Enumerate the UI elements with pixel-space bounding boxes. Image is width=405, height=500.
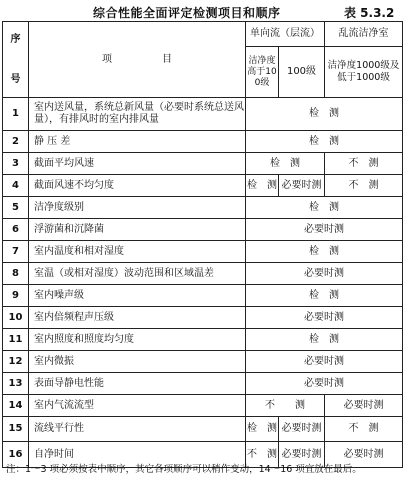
row-item: 静 压 差 — [29, 131, 246, 153]
row-item: 室内微振 — [29, 351, 246, 373]
row-number: 8 — [3, 263, 29, 285]
row-number: 11 — [3, 329, 29, 351]
row-number: 5 — [3, 197, 29, 219]
row-item: 室内倍频程声压级 — [29, 307, 246, 329]
row-result: 必要时测 — [325, 442, 403, 468]
row-result: 必要时测 — [279, 442, 325, 468]
row-result: 必要时测 — [246, 263, 403, 285]
header-item: 项 目 — [29, 22, 246, 98]
row-number: 10 — [3, 307, 29, 329]
table-note: 注：1～3 项必须按表中顺序，其它各项顺序可以稍作变动，14～16 项宜放在最后。 — [6, 464, 362, 475]
row-item: 截面平均风速 — [29, 153, 246, 175]
row-number: 9 — [3, 285, 29, 307]
row-result: 不 测 — [325, 175, 403, 197]
row-result: 必要时测 — [325, 395, 403, 417]
row-number: 15 — [3, 417, 29, 442]
header-seq: 序 号 — [3, 22, 29, 98]
row-number: 6 — [3, 219, 29, 241]
row-result: 检 测 — [246, 241, 403, 263]
row-result: 检 测 — [246, 98, 403, 131]
row-result: 不 测 — [246, 442, 279, 468]
inspection-table — [2, 21, 403, 468]
row-item: 表面导静电性能 — [29, 373, 246, 395]
row-item: 室内送风量，系统总新风量（必要时系统总送风量），有排风时的室内排风量 — [29, 98, 246, 131]
row-item: 室温（或相对湿度）波动范围和区域温差 — [29, 263, 246, 285]
table-number: 表 5.3.2 — [344, 6, 395, 20]
row-result: 检 测 — [246, 285, 403, 307]
row-result: 必要时测 — [279, 417, 325, 442]
row-number: 12 — [3, 351, 29, 373]
row-result: 检 测 — [246, 417, 279, 442]
row-number: 7 — [3, 241, 29, 263]
row-result: 必要时测 — [246, 351, 403, 373]
row-result: 检 测 — [246, 329, 403, 351]
row-item: 自净时间 — [29, 442, 246, 468]
row-result: 必要时测 — [246, 373, 403, 395]
row-item: 浮游菌和沉降菌 — [29, 219, 246, 241]
row-result: 必要时测 — [246, 307, 403, 329]
row-result: 检 测 — [246, 153, 325, 175]
row-item: 室内气流流型 — [29, 395, 246, 417]
row-number: 4 — [3, 175, 29, 197]
row-result: 必要时测 — [279, 175, 325, 197]
header-class-high: 洁净度高于100级 — [246, 47, 279, 98]
row-item: 流线平行性 — [29, 417, 246, 442]
header-unidirectional: 单向流（层流） — [246, 22, 325, 47]
row-number: 3 — [3, 153, 29, 175]
row-result: 检 测 — [246, 131, 403, 153]
row-result: 检 测 — [246, 175, 279, 197]
row-number: 14 — [3, 395, 29, 417]
row-item: 室内照度和照度均匀度 — [29, 329, 246, 351]
row-number: 16 — [3, 442, 29, 468]
header-class-100: 100级 — [279, 47, 325, 98]
row-result: 不 测 — [325, 417, 403, 442]
row-item: 室内噪声级 — [29, 285, 246, 307]
row-item: 室内温度和相对湿度 — [29, 241, 246, 263]
table-title: 综合性能全面评定检测项目和顺序 — [93, 6, 281, 20]
row-item: 洁净度级别 — [29, 197, 246, 219]
row-result: 不 测 — [325, 153, 403, 175]
row-result: 检 测 — [246, 197, 403, 219]
row-result: 不 测 — [246, 395, 325, 417]
row-number: 1 — [3, 98, 29, 131]
row-item: 截面风速不均匀度 — [29, 175, 246, 197]
row-result: 必要时测 — [246, 219, 403, 241]
header-turbulent: 乱流洁净室 — [325, 22, 403, 47]
row-number: 2 — [3, 131, 29, 153]
header-class-low: 洁净度1000级及低于1000级 — [325, 47, 403, 98]
row-number: 13 — [3, 373, 29, 395]
